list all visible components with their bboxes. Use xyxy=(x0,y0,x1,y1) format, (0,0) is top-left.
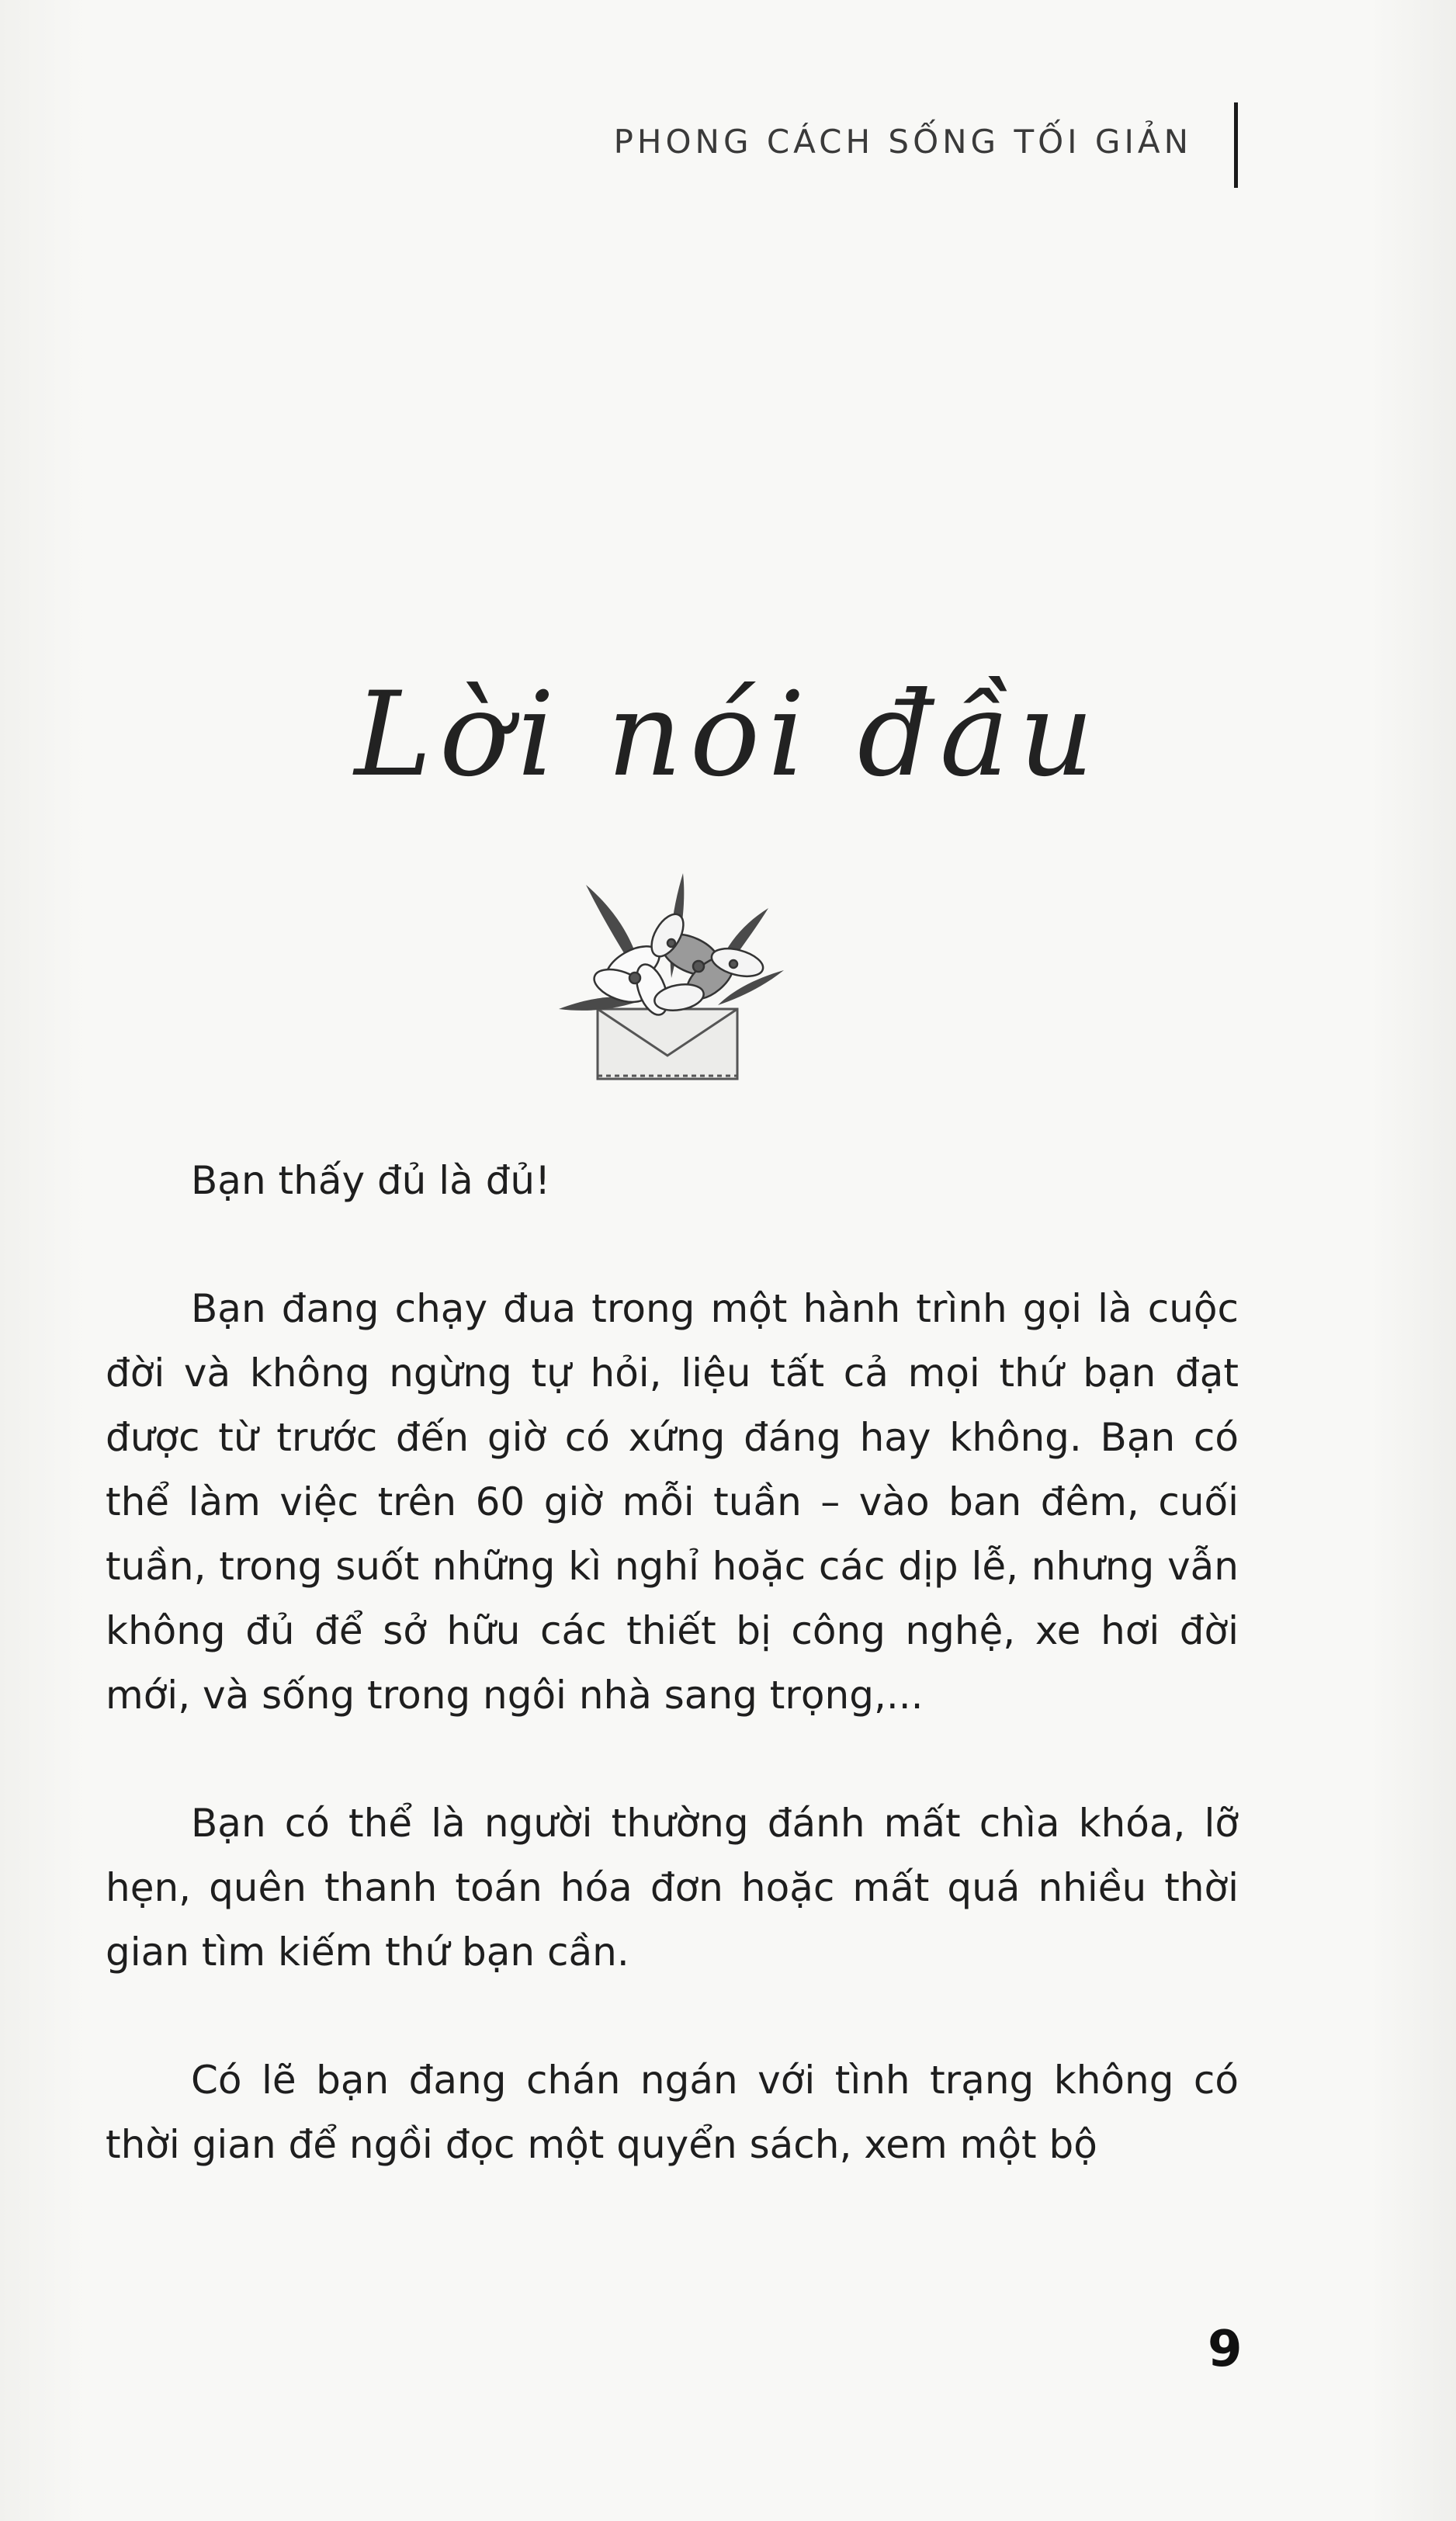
chapter-title: Lời nói đầu xyxy=(354,668,1102,803)
paragraph: Bạn có thể là người thường đánh mất chìa khóa, lỡ hẹn, quên thanh toán hóa đơn hoặc mất quá nhiều thời gian tìm kiếm thứ bạn cần. xyxy=(106,1801,1239,1975)
body-text xyxy=(106,1149,1239,2241)
paragraph: Bạn đang chạy đua trong một hành trình gọi là cuộc đời và không ngừng tự hỏi, liệu tất cả mọi thứ bạn đạt được từ trước đến giờ có xứng đáng hay không. Bạn có thể làm việc trên 60 giờ mỗi tuần – vào ban đêm, cuối tuần, trong suốt những kì nghỉ hoặc các dịp lễ, nhưng vẫn không đủ để sở hữu các thiết bị công nghệ, xe hơi đời mới, và sống trong ngôi nhà sang trọng,... xyxy=(106,1286,1239,1718)
running-header: PHONG CÁCH SỐNG TỐI GIẢN xyxy=(613,123,1192,161)
header-divider xyxy=(1234,102,1238,188)
page-number: 9 xyxy=(1208,2321,1243,2378)
paragraph: Có lẽ bạn đang chán ngán với tình trạng không có thời gian để ngồi đọc một quyển sách, xem một bộ xyxy=(106,2058,1239,2167)
flower-bouquet-icon xyxy=(543,862,799,1094)
paragraph: Bạn thấy đủ là đủ! xyxy=(191,1158,551,1203)
